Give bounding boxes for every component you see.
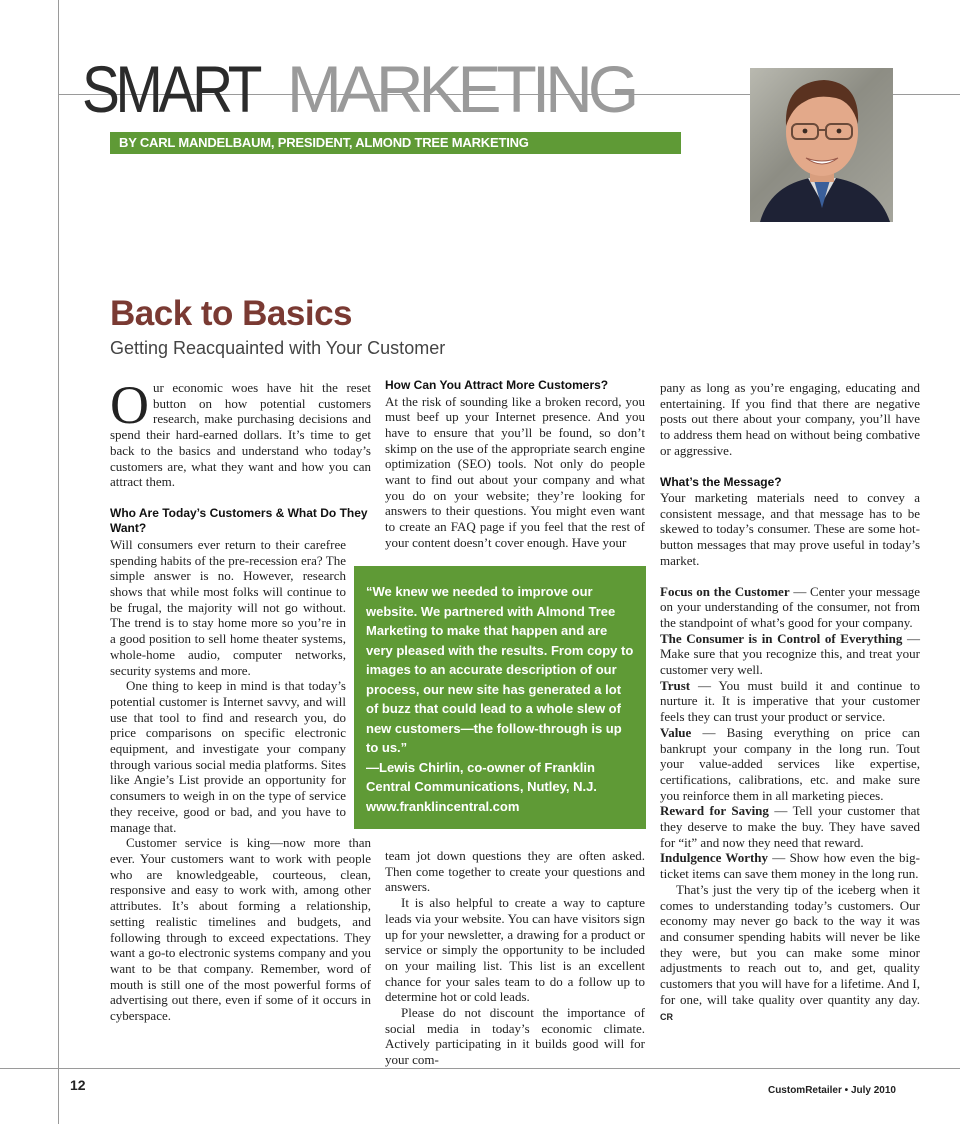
col1-paragraph-2: One thing to keep in mind is that today’s potential customer is Internet savvy, and will use that tool to find and research you, do price comparisons on specific electronic equipment, and investigate your company through various social media platforms. Sites like Angie’s List provide an opportunity for consumers to weigh in on the type of service they receive, good or bad, and you have to manage that.	[110, 678, 346, 835]
message-item	[660, 803, 920, 850]
pull-quote-attribution: —Lewis Chirlin, co-owner of Franklin Central Communications, Nutley, N.J.	[366, 759, 597, 794]
intro-paragraph	[110, 375, 371, 490]
end-mark: CR	[660, 1011, 673, 1022]
pull-quote-box	[354, 566, 646, 829]
message-item	[660, 850, 920, 881]
col3-paragraph-1: Your marketing materials need to convey a consistent message, and that message has to be skewed to today’s consumer. These are some hot-button messages that may prove useful in today’s market.	[660, 490, 920, 568]
section-heading-message: What’s the Message?	[660, 474, 782, 489]
publication-name: CustomRetailer	[767, 1085, 842, 1096]
message-item	[660, 631, 920, 678]
article-subtitle: Getting Reacquainted with Your Customer	[110, 338, 446, 358]
pull-quote-text: “We knew we needed to improve our website. We partnered with Almond Tree Marketing to make that happen and are very pleased with the results. From copy to images to an accurate description of our process, our new site has generated a lot of buzz that could lead to a whole slew of new customers—the follow-through is up to us.”	[366, 584, 634, 755]
message-item-term: Reward for Saving	[660, 803, 769, 819]
col1-paragraph-1	[110, 537, 371, 678]
col2-paragraph-1-continued: team jot down questions they are often asked. Then come together to create your questions and answers.	[385, 848, 645, 895]
message-item-text: — Tell your customer that they deserve to make the buy. They have saved for “it” and now they need that reward.	[660, 803, 920, 850]
masthead-marketing: MARKETING	[286, 52, 635, 126]
message-item-text: — Show how even the big-ticket items can save them money in the long run.	[660, 850, 920, 882]
col1-paragraph-1-text: Will consumers ever return to their carefree spending habits of the pre-recession era? The simple answer is no. However, research shows that while most folks will continue to be frugal, the majority will not go without. The trend is to stay home more so you’re in a good position to sell home theater systems, whole-home audio, computer networks, security systems and more.	[110, 536, 346, 678]
column-masthead	[82, 52, 635, 126]
closing-text: That’s just the very tip of the iceberg when it comes to understanding today’s customers. Our economy may never go back to the way it was and consumer spending habits will never be like they were, but you can make some minor adjustments to reach out to, and get, quality customers that you will have for a lifetime. And I, for one, will take quality over quantity any day.	[660, 881, 920, 1007]
page-number: 12	[70, 1077, 86, 1093]
message-item-term: Focus on the Customer	[660, 583, 790, 599]
footer-publication	[768, 1085, 896, 1096]
col2-paragraph-1: At the risk of sounding like a broken record, you must beef up your Internet presence. And you have to ensure that you’ll be found, so don’t skimp on the use of the appropriate search engine optimization (SEO) tools. Not only do people want to find out about your company and what you do on your website; they’re looking for answers to their questions. You might even want to create an FAQ page if you feel that the rest of your content doesn’t cover enough. Have your	[385, 393, 645, 550]
author-photo	[750, 68, 893, 222]
footer-bullet: •	[844, 1085, 849, 1096]
section-heading-attract: How Can You Attract More Customers?	[385, 378, 609, 392]
message-item-term: Indulgence Worthy	[660, 850, 769, 866]
pull-quote-url: www.franklincentral.com	[366, 798, 520, 814]
col2-paragraph-3: Please do not discount the importance of social media in today’s economic climate. Actively participating in it builds good will for your com-	[385, 1005, 645, 1068]
drop-cap: O	[110, 375, 149, 435]
message-item-term: The Consumer is in Control of Everything	[660, 630, 903, 646]
author-byline: BY CARL MANDELBAUM, PRESIDENT, ALMOND TREE MARKETING	[110, 132, 681, 154]
author-portrait-image	[750, 68, 893, 222]
column-2-continued	[385, 848, 645, 1068]
message-item	[660, 678, 920, 725]
col2-paragraph-2: It is also helpful to create a way to capture leads via your website. You can have visitors sign up for your newsletter, a drawing for a product or service or simply the opportunity to be included on your mailing list. This list is an excellent chance for your sales team to do a follow up to determine hot or cold leads.	[385, 895, 645, 1005]
message-item-text: — Basing everything on price can bankrupt your company in the long run. Tout your value-added services like expertise, certifications, calibrations, etc. and make sure you reinforce them in all marketing pieces.	[660, 724, 920, 803]
masthead-smart: SMART	[82, 52, 259, 126]
message-item-text: — Make sure that you recognize this, and treat your customer very well.	[660, 630, 920, 678]
footer-rule	[0, 1068, 960, 1069]
closing-paragraph	[660, 882, 920, 1025]
article-title: Back to Basics	[110, 294, 353, 333]
message-item-term: Trust	[660, 677, 691, 693]
column-3	[660, 380, 920, 1025]
message-item	[660, 725, 920, 804]
message-item-term: Value	[660, 724, 692, 740]
issue-date: July 2010	[850, 1085, 896, 1096]
column-2	[385, 378, 645, 551]
message-item-text: — You must build it and continue to nurture it. It is imperative that your customer feels they can trust your product or service.	[660, 677, 920, 725]
message-item	[660, 584, 920, 631]
column-1	[110, 375, 371, 1024]
section-heading-customers: Who Are Today’s Customers & What Do They Want?	[110, 505, 368, 536]
col3-paragraph-0: pany as long as you’re engaging, educating and entertaining. If you find that there are negative posts out there about your company, you’ll have to address them head on without being combative or aggressive.	[660, 380, 920, 458]
left-margin-rule	[58, 0, 59, 1124]
intro-text: ur economic woes have hit the reset button on how potential customers research, make purchasing decisions and spend their hard-earned dollars. It’s time to get back to the basics and understand who today’s customers are, what they want and how you can attract them.	[110, 380, 371, 490]
col1-paragraph-3: Customer service is king—now more than ever. Your customers want to work with people who are knowledgeable, courteous, clean, responsive and easy to work with, among other attributes. It’s about forming a relationship, setting realistic timelines and budgets, and following through to exceed expectations. They want a go-to electronic systems company and you want to be that company. Remember, word of mouth is still one of the most powerful forms of advertising out there, even if some of it occurs in cyberspace.	[110, 835, 371, 1024]
message-item-text: — Center your message on your understanding of the consumer, not from the standpoint of what’s good for your company.	[660, 583, 920, 630]
